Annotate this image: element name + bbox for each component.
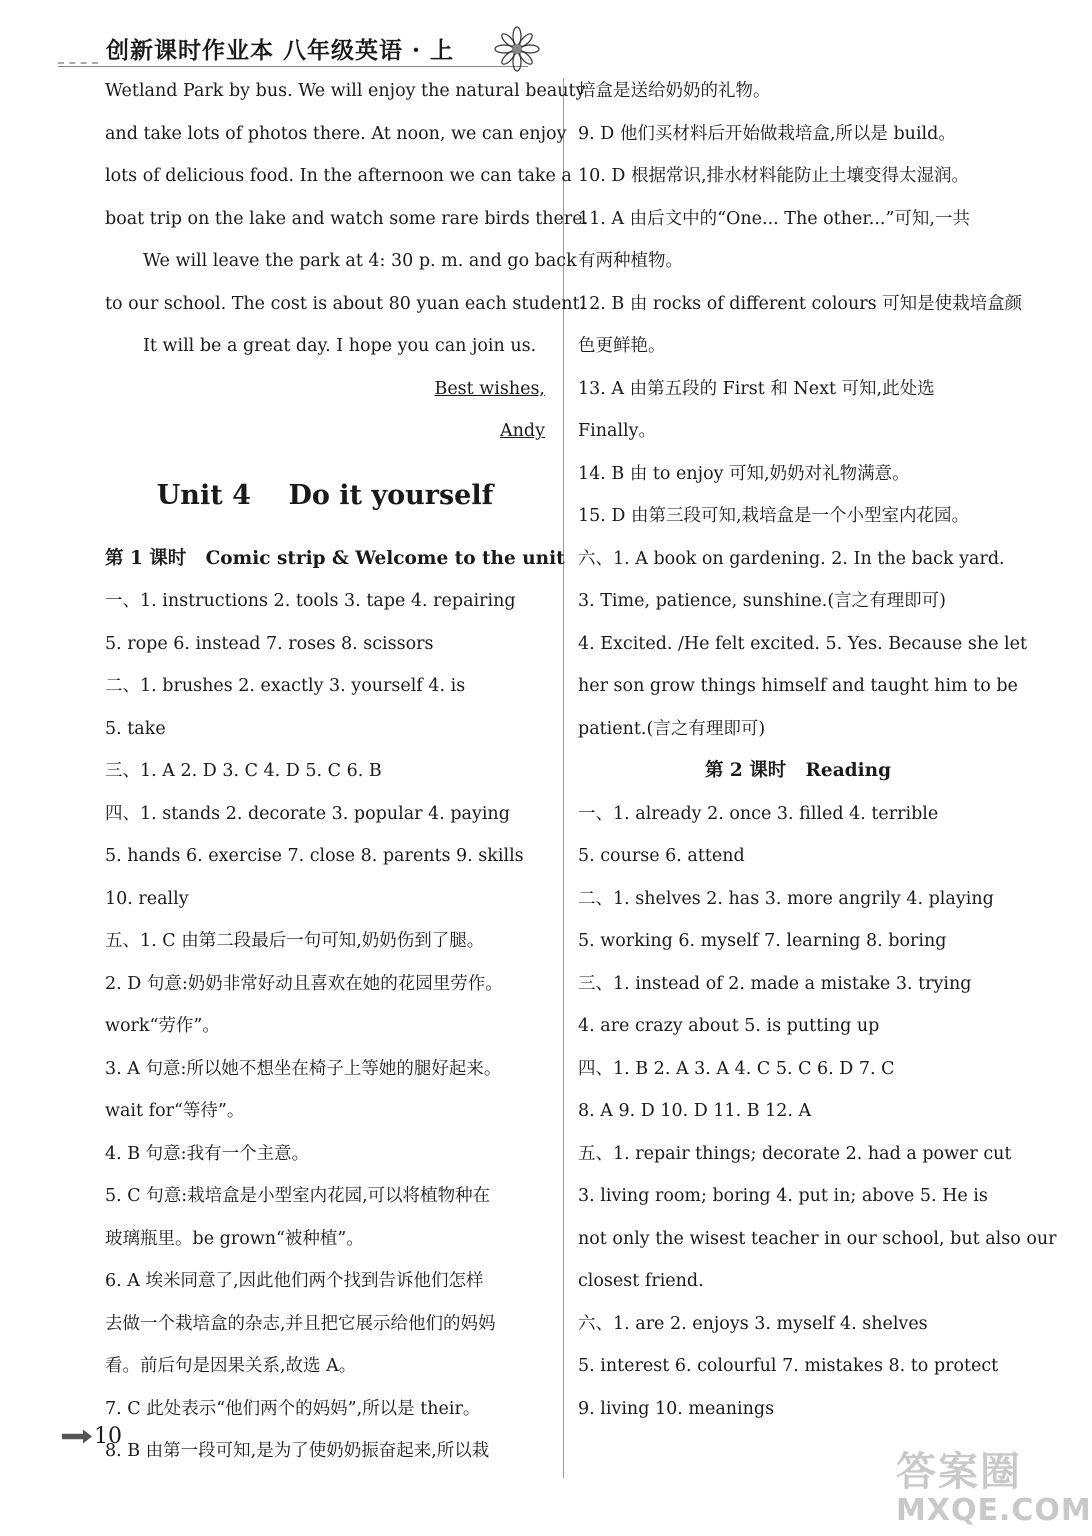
page-number	[62, 1424, 122, 1454]
answer-line: 9. D 他们买材料后开始做栽培盒,所以是 build。	[578, 123, 956, 144]
unit-title: Unit 4 Do it yourself	[156, 479, 494, 511]
answer-line: 10. really	[105, 888, 189, 909]
letter-signature	[105, 410, 545, 453]
answer-line: 13. A 由第五段的 First 和 Next 可知,此处选	[578, 378, 935, 399]
answer-line: her son grow things himself and taught him to be	[578, 676, 1018, 696]
answer-line: 5. working 6. myself 7. learning 8. boring	[578, 931, 947, 951]
answer-line: 5. rope 6. instead 7. roses 8. scissors	[105, 633, 434, 654]
answer-line: 12. B 由 rocks of different colours 可知是使栽培盒颜	[578, 293, 1023, 314]
answer-line: 三、1. A 2. D 3. C 4. D 5. C 6. B	[105, 761, 382, 781]
answer-line: 五、1. repair things; decorate 2. had a power cut	[578, 1143, 1012, 1164]
answer-line: 8. B 由第一段可知,是为了使奶奶振奋起来,所以栽	[105, 1441, 490, 1461]
answer-line: 15. D 由第三段可知,栽培盒是一个小型室内花园。	[578, 506, 970, 526]
letter-line: We will leave the park at 4: 30 p. m. and go back	[143, 251, 577, 271]
watermark-url: MXQE.COM	[896, 1493, 1092, 1528]
watermark	[896, 1440, 1092, 1532]
answer-line: work“劳作”。	[105, 1016, 220, 1036]
page-header	[58, 28, 518, 72]
letter-line: Wetland Park by bus. We will enjoy the natural beauty	[105, 81, 586, 101]
answer-line: 四、1. stands 2. decorate 3. popular 4. paying	[105, 803, 510, 824]
header-dash	[58, 62, 98, 64]
answer-line: 色更鲜艳。	[578, 336, 666, 356]
answer-line: 8. A 9. D 10. D 11. B 12. A	[578, 1101, 812, 1121]
column-divider	[563, 78, 564, 1478]
answer-line: 9. living 10. meanings	[578, 1398, 775, 1419]
letter-line: boat trip on the lake and watch some rare birds there.	[105, 208, 589, 229]
answer-line: 7. C 此处表示“他们两个的妈妈”,所以是 their。	[105, 1398, 481, 1419]
page-number-text: 10	[94, 1424, 122, 1449]
answer-line: closest friend.	[578, 1271, 704, 1291]
answer-line: 四、1. B 2. A 3. A 4. C 5. C 6. D 7. C	[578, 1058, 895, 1079]
letter-line: and take lots of photos there. At noon, we can enjoy	[105, 123, 567, 144]
answer-line: 5. interest 6. colourful 7. mistakes 8. to protect	[578, 1356, 999, 1376]
answer-line: 一、1. instructions 2. tools 3. tape 4. repairing	[105, 591, 516, 611]
answer-line: 三、1. instead of 2. made a mistake 3. trying	[578, 973, 972, 994]
answer-line: 5. take	[105, 718, 166, 739]
letter-closing	[105, 368, 545, 411]
answer-line: 玻璃瓶里。be grown“被种植”。	[105, 1228, 364, 1249]
right-column	[578, 70, 1057, 1430]
answer-line: 六、1. A book on gardening. 2. In the back yard.	[578, 548, 1005, 569]
header-title: 创新课时作业本 八年级英语 · 上	[106, 37, 455, 64]
answer-line: 11. A 由后文中的“One... The other...”可知,一共	[578, 208, 970, 229]
answer-line: 3. A 句意:所以她不想坐在椅子上等她的腿好起来。	[105, 1058, 502, 1079]
flower-icon	[494, 26, 540, 72]
watermark-logo: 答案圈	[896, 1449, 1022, 1495]
answer-line: 4. are crazy about 5. is putting up	[578, 1016, 880, 1036]
header-rule	[58, 66, 528, 67]
answer-line: 有两种植物。	[578, 251, 683, 271]
answer-line: 3. living room; boring 4. put in; above 5. He is	[578, 1186, 988, 1206]
answer-line: 二、1. brushes 2. exactly 3. yourself 4. is	[105, 676, 466, 696]
left-column	[105, 70, 589, 1473]
answer-line: 二、1. shelves 2. has 3. more angrily 4. playing	[578, 888, 994, 909]
answer-line: 10. D 根据常识,排水材料能防止土壤变得太湿润。	[578, 166, 970, 186]
lesson-heading: 第 1 课时 Comic strip & Welcome to the unit	[105, 547, 565, 569]
answer-line: not only the wisest teacher in our school, but also our	[578, 1228, 1057, 1249]
letter-line: It will be a great day. I hope you can join us.	[143, 336, 537, 356]
answer-line: 4. Excited. /He felt excited. 5. Yes. Because she let	[578, 633, 1027, 654]
answer-line: 3. Time, patience, sunshine.(言之有理即可)	[578, 591, 946, 611]
answer-line: patient.(言之有理即可)	[578, 718, 766, 739]
answer-line: 5. hands 6. exercise 7. close 8. parents 9. skills	[105, 846, 524, 866]
answer-line: 看。前后句是因果关系,故选 A。	[105, 1356, 357, 1376]
answer-line: 14. B 由 to enjoy 可知,奶奶对礼物满意。	[578, 463, 910, 484]
lesson-heading: 第 2 课时 Reading	[704, 760, 892, 781]
answer-line: Finally。	[578, 421, 657, 441]
answer-line: 5. course 6. attend	[578, 846, 745, 866]
letter-line: to our school. The cost is about 80 yuan each student.	[105, 293, 586, 314]
answer-line: wait for“等待”。	[105, 1101, 245, 1121]
answer-line: 去做一个栽培盒的杂志,并且把它展示给他们的妈妈	[105, 1313, 496, 1334]
answer-line: 培盒是送给奶奶的礼物。	[578, 81, 771, 101]
answer-line: 5. C 句意:栽培盒是小型室内花园,可以将植物种在	[105, 1186, 491, 1206]
signature-text: Andy	[500, 421, 545, 441]
answer-line: 4. B 句意:我有一个主意。	[105, 1143, 310, 1164]
answer-line: 6. A 埃米同意了,因此他们两个找到告诉他们怎样	[105, 1271, 484, 1291]
arrow-icon	[62, 1430, 92, 1444]
answer-line: 2. D 句意:奶奶非常好动且喜欢在她的花园里劳作。	[105, 973, 503, 994]
answer-line: 六、1. are 2. enjoys 3. myself 4. shelves	[578, 1313, 928, 1334]
closing-text: Best wishes,	[434, 378, 545, 399]
answer-line: 五、1. C 由第二段最后一句可知,奶奶伤到了腿。	[105, 931, 485, 951]
answer-line: 一、1. already 2. once 3. filled 4. terrible	[578, 803, 939, 824]
letter-line: lots of delicious food. In the afternoon we can take a	[105, 166, 572, 186]
